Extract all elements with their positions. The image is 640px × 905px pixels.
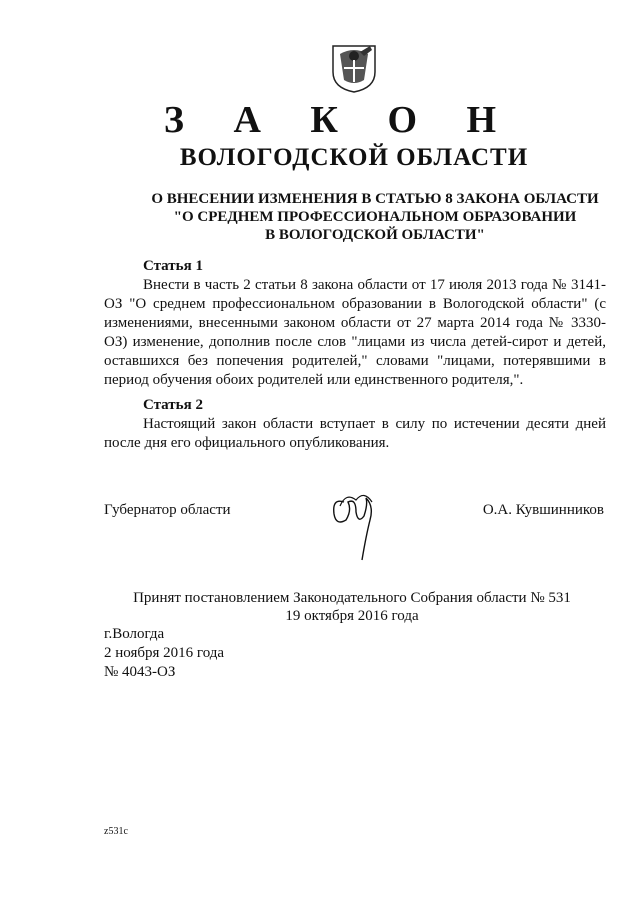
- subject-line-3: В ВОЛОГОДСКОЙ ОБЛАСТИ": [265, 227, 485, 243]
- article-1-text: Внести в часть 2 статьи 8 закона области от 17 июля 2013 года № 3141-ОЗ "О среднем профессиональном образовании в Вологодской области" (с изменениями, внесенными законом области от 27 марта 2014 года № 3330-ОЗ) изменение, дополнив после слов "лицами из числа детей-сирот и детей, оставшихся без попечения родителей," словами "лицами, потерявшими в период обучения обоих родителей или единственного родителя,".: [104, 277, 606, 388]
- adoption-line-1: Принят постановлением Законодательного Собрания области № 531: [133, 590, 571, 606]
- place-and-date: [104, 625, 224, 682]
- law-subject: [0, 190, 640, 244]
- law-number: № 4043-ОЗ: [104, 664, 176, 680]
- document-code: z531c: [104, 826, 128, 837]
- subject-line-1: О ВНЕСЕНИИ ИЗМЕНЕНИЯ В СТАТЬЮ 8 ЗАКОНА ОБЛАСТИ: [151, 191, 599, 207]
- sign-date: 2 ноября 2016 года: [104, 645, 225, 661]
- article-1-heading: Статья 1: [143, 258, 203, 274]
- law-title: З А К О Н: [163, 99, 517, 141]
- adoption-line-2: 19 октября 2016 года: [285, 608, 419, 624]
- subject-line-2: "О СРЕДНЕМ ПРОФЕССИОНАЛЬНОМ ОБРАЗОВАНИИ: [173, 209, 577, 225]
- coat-of-arms-icon: [330, 42, 378, 94]
- article-2-text: Настоящий закон области вступает в силу по истечении десяти дней после дня его официального опубликования.: [104, 416, 606, 451]
- article-2-heading: Статья 2: [143, 397, 203, 413]
- city: г.Вологда: [104, 626, 165, 642]
- adoption-note: [0, 589, 640, 625]
- signer-position: Губернатор области: [104, 502, 231, 518]
- region-title: ВОЛОГОДСКОЙ ОБЛАСТИ: [179, 144, 529, 171]
- handwritten-signature: [326, 480, 388, 562]
- signer-name: О.А. Кувшинников: [482, 502, 604, 518]
